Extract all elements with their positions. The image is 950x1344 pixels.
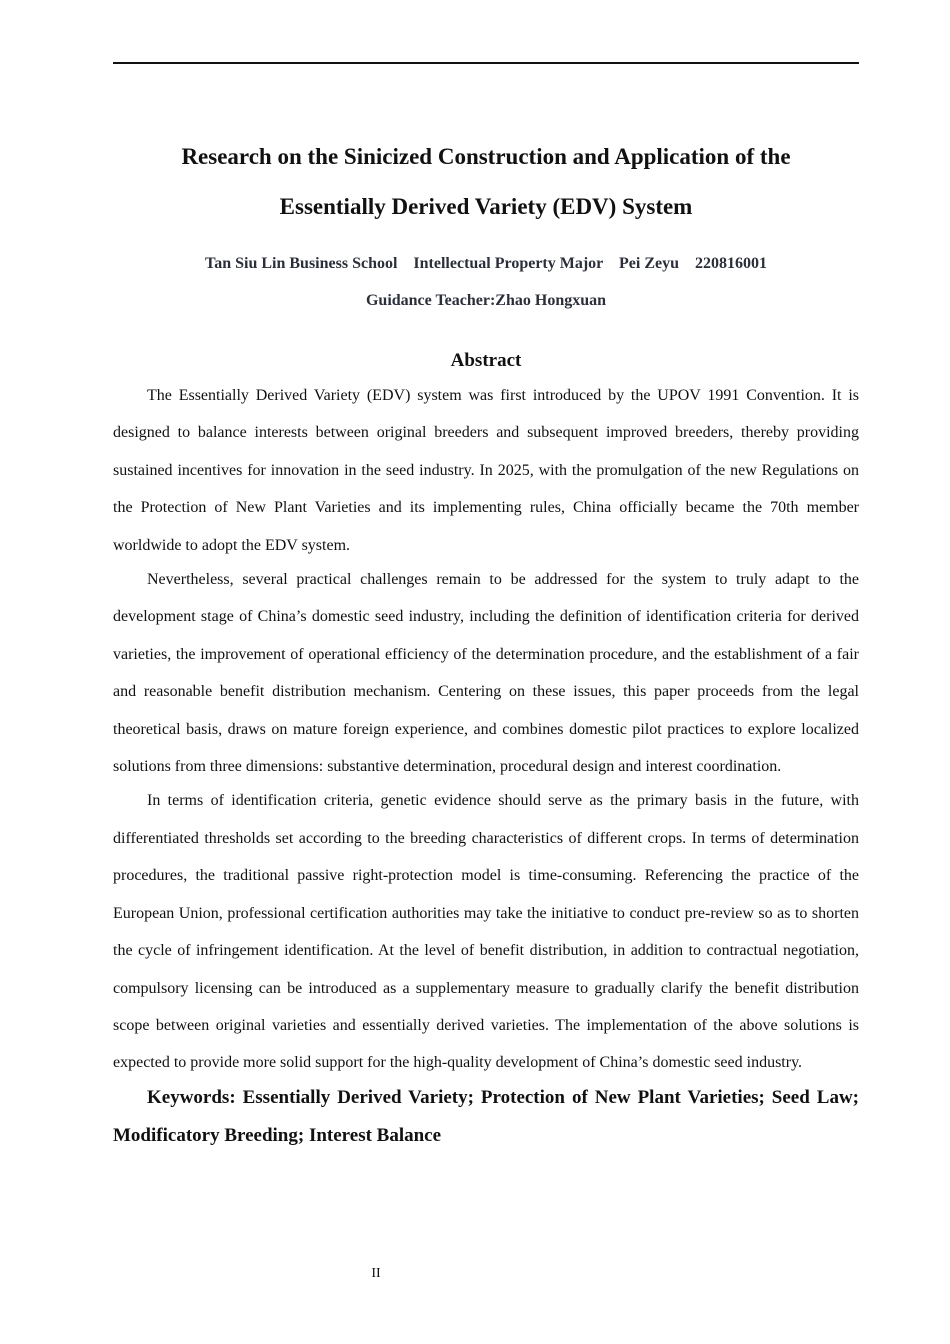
title-line-1: Research on the Sinicized Construction and Application of the <box>181 144 791 169</box>
abstract-heading: Abstract <box>450 350 522 371</box>
abstract-paragraph-1: The Essentially Derived Variety (EDV) system was first introduced by the UPOV 1991 Convention. It is designed to balance interests between original breeders and subsequent improved breeders, thereby providing sustained incentives for innovation in the seed industry. In 2025, with the promulgation of the new Regulations on the Protection of New Plant Varieties and its implementing rules, China officially became the 70th member worldwide to adopt the EDV system. <box>113 387 859 554</box>
header-rule <box>113 62 859 64</box>
keywords: Keywords: Essentially Derived Variety; Protection of New Plant Varieties; Seed Law; Modificatory Breeding; Interest Balance <box>113 1086 859 1146</box>
abstract-paragraph-3: In terms of identification criteria, genetic evidence should serve as the primary basis in the future, with differentiated thresholds set according to the breeding characteristics of different crops. In terms of determination procedures, the traditional passive right-protection model is time-consuming. Referencing the practice of the European Union, professional certification authorities may take the initiative to conduct pre-review so as to shorten the cycle of infringement identification. At the level of benefit distribution, in addition to contractual negotiation, compulsory licensing can be introduced as a supplementary measure to gradually clarify the benefit distribution scope between original varieties and essentially derived varieties. The implementation of the above solutions is expected to provide more solid support for the high-quality development of China’s domestic seed industry. <box>113 792 859 1072</box>
teacher-line: Guidance Teacher:Zhao Hongxuan <box>365 292 607 309</box>
abstract-paragraph-2: Nevertheless, several practical challenges remain to be addressed for the system to truly adapt to the development stage of China’s domestic seed industry, including the definition of identification criteria for derived varieties, the improvement of operational efficiency of the determination procedure, and the establishment of a fair and reasonable benefit distribution mechanism. Centering on these issues, this paper proceeds from the legal theoretical basis, draws on mature foreign experience, and combines domestic pilot practices to explore localized solutions from three dimensions: substantive determination, procedural design and interest coordination. <box>113 571 859 776</box>
author-line: Tan Siu Lin Business School Intellectual Property Major Pei Zeyu 220816001 <box>205 255 767 272</box>
title-line-2: Essentially Derived Variety (EDV) System <box>279 194 693 219</box>
paper-title <box>113 132 859 232</box>
abstract-body <box>113 377 859 1152</box>
page-number: II <box>371 1266 381 1281</box>
